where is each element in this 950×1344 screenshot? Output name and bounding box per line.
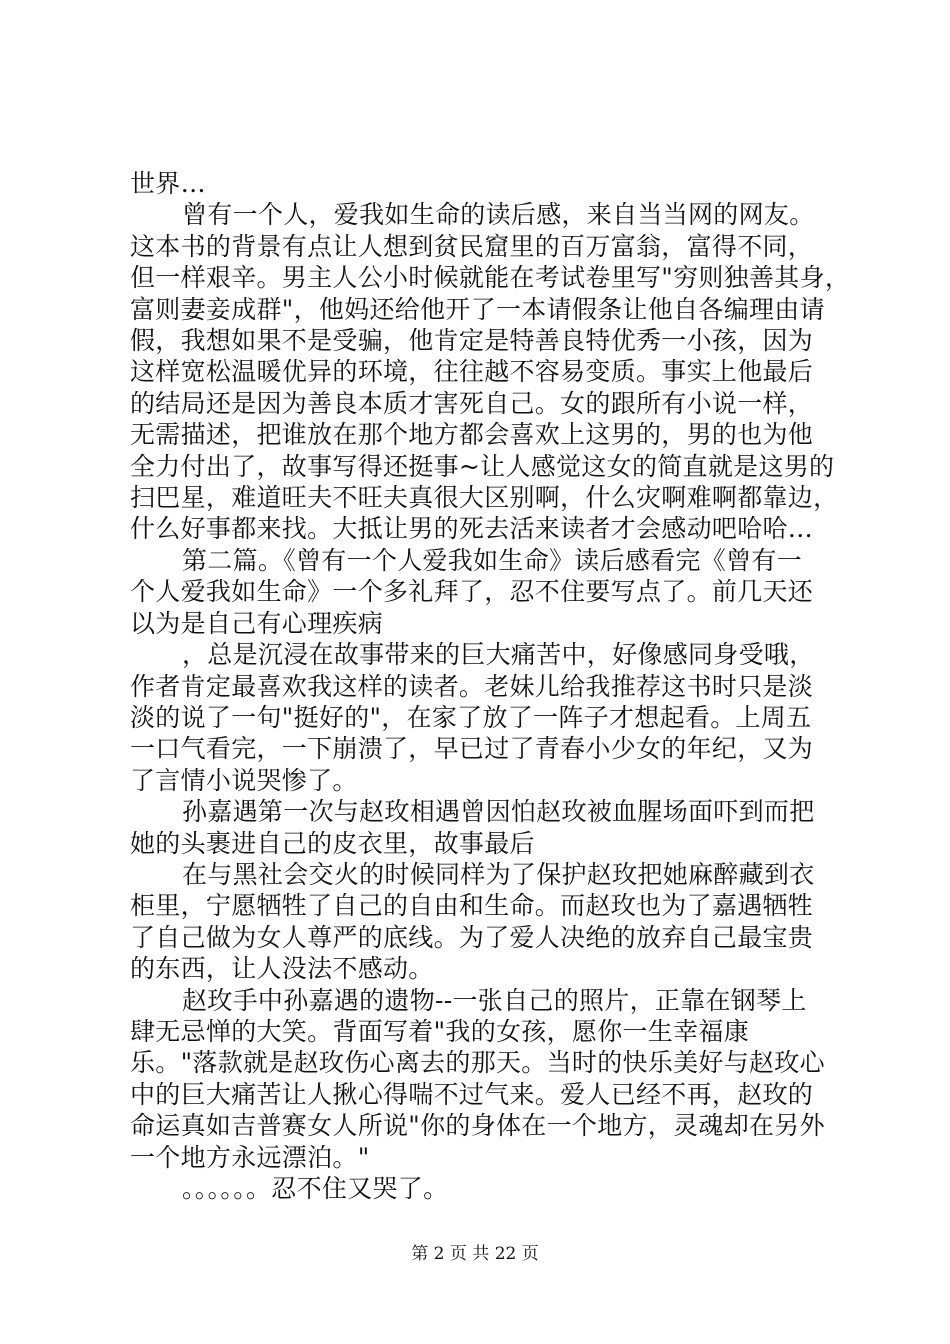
- text-line: 柜里，宁愿牺牲了自己的自由和生命。而赵玫也为了嘉遇牺牲: [130, 891, 814, 921]
- page-footer: 第 2 页 共 22 页: [411, 1244, 539, 1264]
- text-line: 世界…: [130, 169, 206, 198]
- text-line: 淡的说了一句"挺好的"，在家了放了一阵子才想起看。上周五: [130, 702, 812, 732]
- text-line: 但一样艰辛。男主人公小时候就能在考试卷里写"穷则独善其身，: [130, 263, 851, 293]
- text-line: 了自己做为女人尊严的底线。为了爱人决绝的放弃自己最宝贵: [130, 922, 814, 952]
- text-line: 一个地方永远漂泊。": [130, 1142, 370, 1172]
- text-line: 无需描述，把谁放在那个地方都会喜欢上这男的，男的也为他: [130, 420, 814, 450]
- text-line: 全力付出了，故事写得还挺事~让人感觉这女的简直就是这男的: [130, 451, 835, 481]
- text-line: 作者肯定最喜欢我这样的读者。老妹儿给我推荐这书时只是淡: [130, 671, 814, 701]
- text-line: 她的头裹进自己的皮衣里，故事最后: [130, 828, 535, 858]
- text-line: 第二篇。《曾有一个人爱我如生命》读后感看完《曾有一: [182, 545, 803, 575]
- text-line: 。。。。。。忍不住又哭了。: [182, 1174, 449, 1203]
- text-line: 这本书的背景有点让人想到贫民窟里的百万富翁，富得不同，: [130, 231, 814, 261]
- text-line: 以为是自己有心理疾病: [130, 608, 384, 638]
- text-line: 的结局还是因为善良本质才害死自己。女的跟所有小说一样，: [130, 388, 814, 418]
- text-line: 肆无忌惮的大笑。背面写着"我的女孩，愿你一生幸福康: [130, 1016, 750, 1046]
- text-line: 乐。"落款就是赵玫伤心离去的那天。当时的快乐美好与赵玫心: [130, 1048, 825, 1078]
- text-line: 了言情小说哭惨了。: [130, 765, 358, 795]
- text-line: 一口气看完，一下崩溃了，早已过了青春小少女的年纪，又为: [130, 734, 814, 764]
- text-line: 孙嘉遇第一次与赵玫相遇曾因怕赵玫被血腥场面吓到而把: [182, 797, 815, 827]
- text-line: 什么好事都来找。大抵让男的死去活来读者才会感动吧哈哈…: [130, 514, 814, 544]
- text-line: 赵玫手中孙嘉遇的遗物--一张自己的照片，正靠在钢琴上: [182, 985, 807, 1015]
- text-line: 富则妻妾成群"，他妈还给他开了一本请假条让他自各编理由请: [130, 294, 825, 324]
- text-line: 假，我想如果不是受骗，他肯定是特善良特优秀一小孩，因为: [130, 326, 814, 356]
- body-text: [130, 168, 851, 1204]
- text-line: ，总是沉浸在故事带来的巨大痛苦中，好像感同身受哦，: [182, 640, 815, 670]
- text-line: 扫巴星，难道旺夫不旺夫真很大区别啊，什么灾啊难啊都靠边，: [130, 483, 839, 513]
- text-line: 曾有一个人，爱我如生命的读后感，来自当当网的网友。: [182, 200, 815, 230]
- text-line: 这样宽松温暖优异的环境，往往越不容易变质。事实上他最后: [130, 357, 814, 387]
- text-line: 在与黑社会交火的时候同样为了保护赵玫把她麻醉藏到衣: [182, 859, 815, 889]
- text-line: 的东西，让人没法不感动。: [130, 954, 434, 984]
- text-line: 中的巨大痛苦让人揪心得喘不过气来。爱人已经不再，赵玫的: [130, 1079, 814, 1109]
- text-line: 个人爱我如生命》一个多礼拜了，忍不住要写点了。前几天还: [130, 577, 814, 607]
- text-line: 命运真如吉普赛女人所说"你的身体在一个地方，灵魂却在另外: [130, 1111, 825, 1141]
